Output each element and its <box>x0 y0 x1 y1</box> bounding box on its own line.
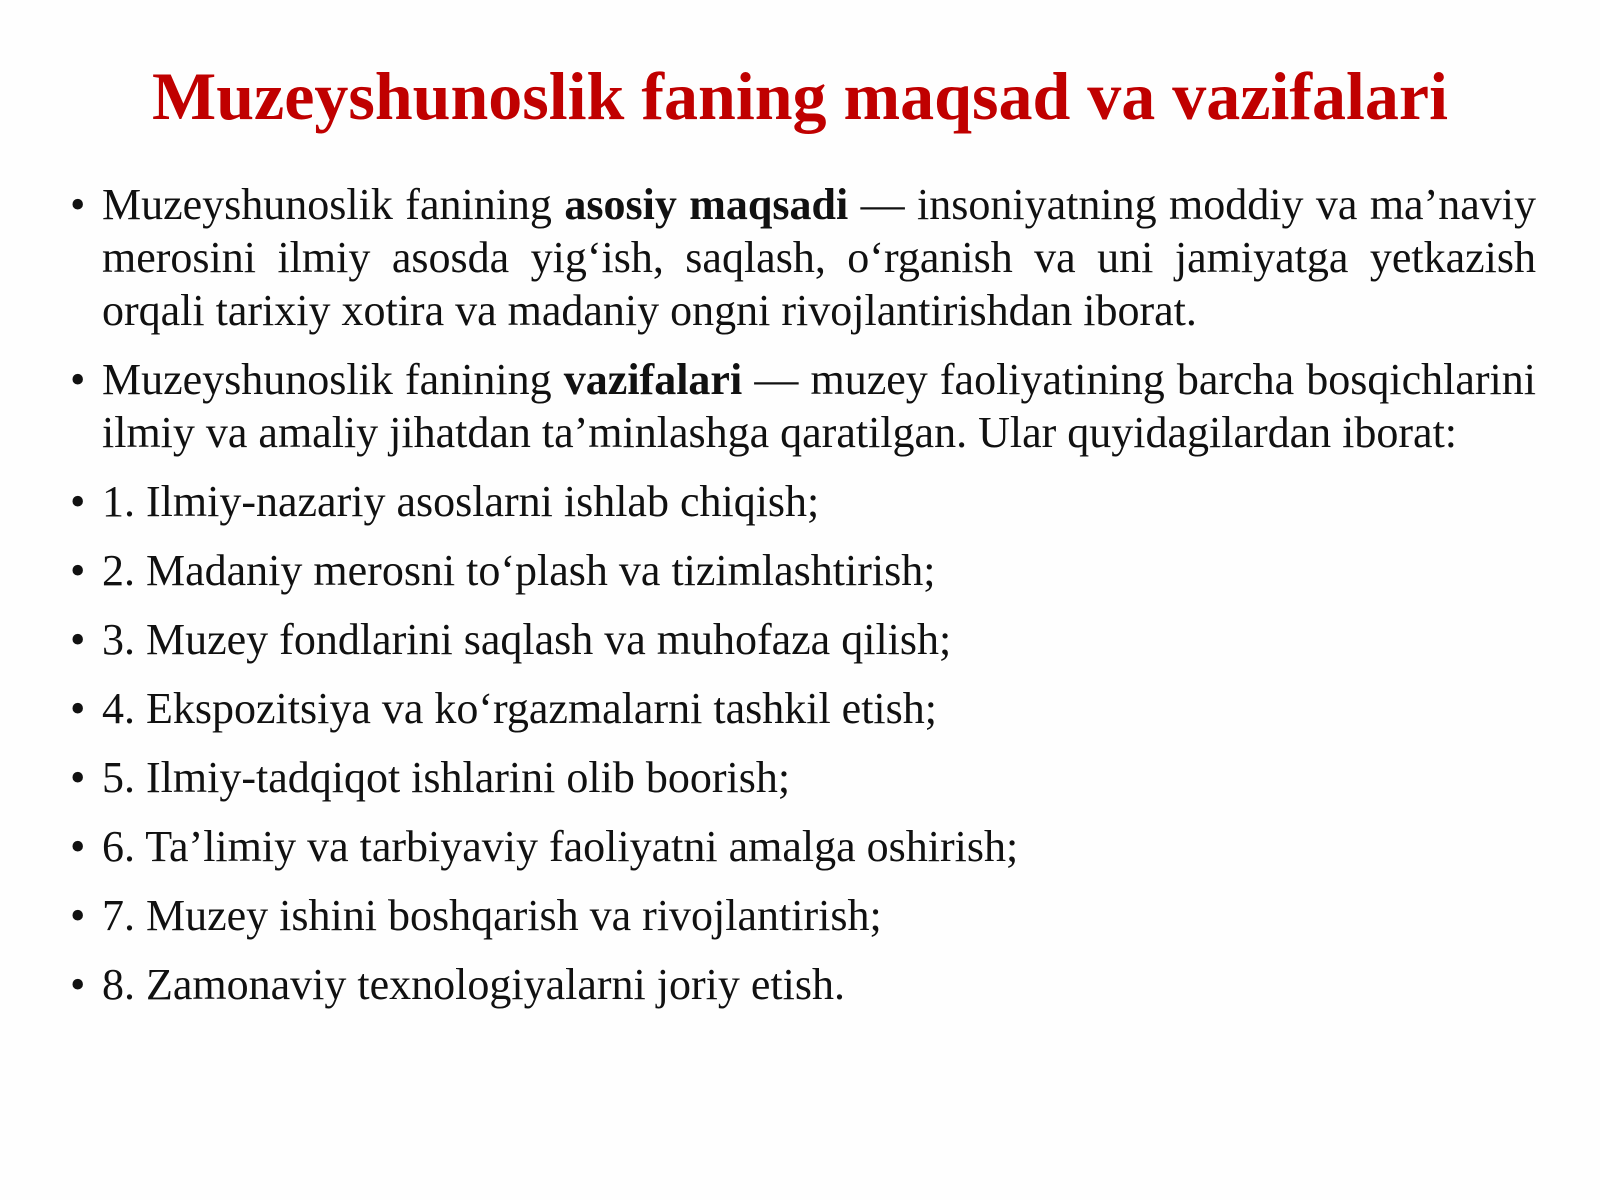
bullet-icon: • <box>70 615 86 664</box>
task-item <box>70 889 1536 942</box>
bullet-icon: • <box>70 960 86 1009</box>
task-item <box>70 820 1536 873</box>
bullet-icon: • <box>70 684 86 733</box>
bullet-icon: • <box>70 891 86 940</box>
bullet-icon: • <box>70 355 86 404</box>
bullet-icon: • <box>70 822 86 871</box>
tasks-intro-text <box>102 355 1536 457</box>
bullet-tasks-intro <box>70 353 1536 459</box>
bullet-icon: • <box>70 753 86 802</box>
slide-title: Muzeyshunoslik faning maqsad va vazifalari <box>152 58 1448 134</box>
tasks-keyword: vazifalari <box>563 355 743 404</box>
task-item <box>70 475 1536 528</box>
task-text: 3. Muzey fondlarini saqlash va muhofaza qilish; <box>102 615 952 664</box>
task-item <box>70 613 1536 666</box>
tasks-intro-rest: — muzey faoliyatining barcha bosqichlarini ilmiy va amaliy jihatdan ta’minlashga qaratilgan. Ular quyidagilardan iborat: <box>102 355 1536 457</box>
task-text: 4. Ekspozitsiya va ko‘rgazmalarni tashkil etish; <box>102 684 937 733</box>
task-item <box>70 682 1536 735</box>
task-text: 1. Ilmiy-nazariy asoslarni ishlab chiqish; <box>102 477 820 526</box>
bullet-goal <box>70 178 1536 337</box>
task-text: 2. Madaniy merosni to‘plash va tizimlashtirish; <box>102 546 936 595</box>
bullet-list <box>70 178 1536 1027</box>
task-item <box>70 958 1536 1011</box>
task-text: 6. Ta’limiy va tarbiyaviy faoliyatni amalga oshirish; <box>102 822 1019 871</box>
task-item <box>70 751 1536 804</box>
bullet-icon: • <box>70 477 86 526</box>
task-text: 7. Muzey ishini boshqarish va rivojlantirish; <box>102 891 882 940</box>
bullet-icon: • <box>70 546 86 595</box>
bullet-icon: • <box>70 180 86 229</box>
goal-text <box>102 180 1536 335</box>
task-text: 8. Zamonaviy texnologiyalarni joriy etish. <box>102 960 845 1009</box>
goal-keyword: asosiy maqsadi <box>564 180 849 229</box>
task-item <box>70 544 1536 597</box>
task-text: 5. Ilmiy-tadqiqot ishlarini olib boorish; <box>102 753 791 802</box>
goal-text-start: Muzeyshunoslik fanining <box>102 180 565 229</box>
tasks-intro-start: Muzeyshunoslik fanining <box>102 355 564 404</box>
goal-text-rest: — insoniyatning moddiy va ma’naviy merosini ilmiy asosda yig‘ish, saqlash, o‘rganish va uni jamiyatga yetkazish orqali tarixiy xotira va madaniy ongni rivojlantirishdan iborat. <box>102 180 1536 335</box>
